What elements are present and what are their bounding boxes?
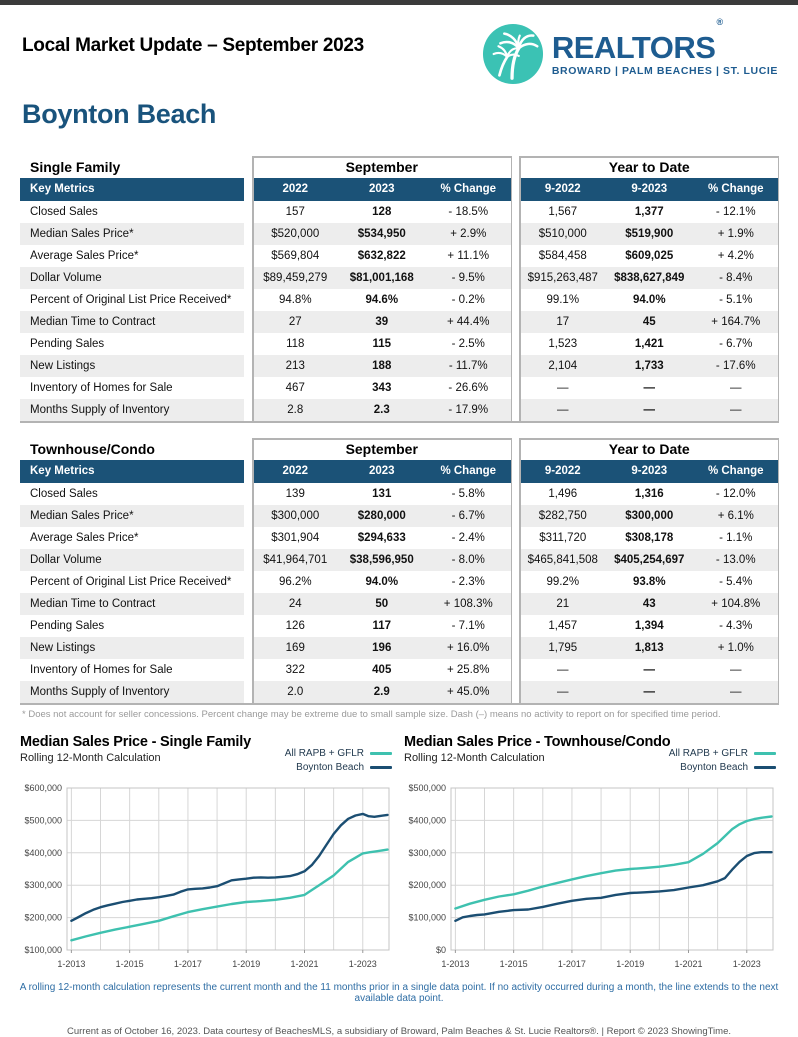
metric-value: + 16.0%	[425, 637, 512, 659]
metric-value: $609,025	[625, 250, 674, 262]
metric-value: 117	[372, 620, 392, 632]
svg-text:$400,000: $400,000	[408, 815, 446, 826]
metric-value: —	[557, 382, 569, 394]
metric-value: $280,000	[339, 505, 426, 527]
logo-tagline: BROWARD | PALM BEACHES | ST. LUCIE	[551, 64, 778, 77]
column-gap	[244, 438, 252, 460]
column-gap	[244, 377, 252, 399]
svg-text:1-2023: 1-2023	[348, 959, 377, 969]
realtors-logo	[482, 16, 778, 85]
metric-value: 94.0%	[365, 576, 399, 588]
metric-value: - 7.1%	[451, 620, 485, 632]
chart-subtitle: Rolling 12-Month Calculation	[404, 752, 545, 764]
svg-text:1-2019: 1-2019	[232, 959, 261, 969]
metric-value: 157	[285, 206, 305, 218]
chart-legend	[285, 748, 392, 773]
table-divider	[511, 438, 513, 703]
column-gap	[244, 201, 252, 223]
chart-legend	[669, 748, 776, 773]
chart-single-family	[20, 734, 394, 972]
metric-label: Average Sales Price*	[30, 250, 139, 262]
metric-value: + 11.1%	[447, 250, 490, 262]
metric-value: 1,813	[606, 637, 693, 659]
metric-value: 96.2%	[278, 576, 312, 588]
legend-line-swatch	[370, 752, 392, 755]
metric-label: Average Sales Price*	[30, 532, 139, 544]
metric-label: Months Supply of Inventory	[20, 399, 244, 421]
metric-value: 128	[372, 206, 392, 218]
metric-value: 169	[252, 637, 339, 659]
metric-value: 1,795	[520, 637, 607, 659]
metric-label: Closed Sales	[30, 488, 98, 500]
table-footnote: * Does not account for seller concessions. Percent change may be extreme due to small sample size. Dash (–) means no activity to report on for specified time period.	[22, 709, 721, 720]
column-header: 2022	[252, 178, 339, 201]
column-header: 9-2023	[606, 460, 693, 483]
table-divider	[778, 156, 780, 421]
section-title: Single Family	[30, 159, 121, 175]
metric-label: Median Sales Price*	[20, 223, 244, 245]
table-row	[20, 615, 779, 637]
metric-value: $311,720	[539, 532, 587, 544]
metric-value: 196	[339, 637, 426, 659]
metric-value: 50	[339, 593, 426, 615]
svg-text:$300,000: $300,000	[24, 880, 62, 891]
metric-value: 24	[252, 593, 339, 615]
svg-text:$500,000: $500,000	[24, 815, 62, 826]
page-title: Boynton Beach	[22, 99, 217, 129]
metric-label: Dollar Volume	[20, 549, 244, 571]
metric-value: $282,750	[520, 505, 607, 527]
column-gap	[244, 311, 252, 333]
svg-text:$200,000: $200,000	[408, 880, 446, 891]
metric-value: 99.1%	[546, 294, 580, 306]
chart-title: Median Sales Price - Townhouse/Condo	[404, 734, 671, 750]
table-divider	[511, 156, 513, 421]
table-row	[20, 659, 779, 681]
metric-value: $41,964,701	[252, 549, 339, 571]
metric-value: 39	[339, 311, 426, 333]
column-gap	[244, 156, 252, 178]
table-divider	[252, 156, 254, 421]
table-divider	[519, 438, 521, 703]
column-header-key-metrics: Key Metrics	[20, 178, 244, 201]
palm-trees-icon	[482, 23, 544, 85]
metric-value: 93.8%	[632, 576, 666, 588]
metric-label: Inventory of Homes for Sale	[30, 382, 173, 394]
metric-value: $300,000	[252, 505, 339, 527]
column-header: % Change	[425, 178, 512, 201]
group-header-ytd: Year to Date	[608, 159, 690, 175]
metric-value: $89,459,279	[252, 267, 339, 289]
line-plot	[20, 782, 394, 972]
credit-line: Current as of October 16, 2023. Data courtesy of BeachesMLS, a subsidiary of Broward, Palm Beaches & St. Lucie Realtors®. | Report © 2023 ShowingTime.	[66, 1026, 732, 1037]
metric-value: + 2.9%	[425, 223, 512, 245]
table-divider	[252, 438, 254, 703]
metric-value: $838,627,849	[606, 267, 693, 289]
metric-value: - 8.4%	[693, 267, 780, 289]
column-gap	[244, 505, 252, 527]
metric-value: - 17.9%	[425, 399, 512, 421]
metric-label: Pending Sales	[30, 338, 105, 350]
metric-value: - 12.0%	[715, 488, 756, 500]
metric-value: $569,804	[271, 250, 320, 262]
metric-value: 2.8	[252, 399, 339, 421]
metric-value: + 108.3%	[425, 593, 512, 615]
column-header: 2023	[339, 178, 426, 201]
metric-value: + 1.9%	[693, 223, 780, 245]
metric-value: + 4.2%	[717, 250, 754, 262]
metric-value: 99.2%	[546, 576, 580, 588]
metric-value: 2.9	[339, 681, 426, 703]
table-row	[20, 483, 779, 505]
svg-text:1-2015: 1-2015	[499, 959, 528, 969]
legend-line-swatch	[370, 766, 392, 769]
column-gap	[244, 245, 252, 267]
column-header: % Change	[693, 460, 780, 483]
chart-title: Median Sales Price - Single Family	[20, 734, 251, 750]
metric-value: 1,733	[606, 355, 693, 377]
metric-value: 1,377	[634, 206, 664, 218]
metric-value: + 6.1%	[693, 505, 780, 527]
metric-value: - 17.6%	[693, 355, 780, 377]
metric-value: 139	[285, 488, 305, 500]
table-divider	[20, 421, 779, 423]
column-header: % Change	[693, 178, 780, 201]
column-gap	[244, 267, 252, 289]
metric-value: $520,000	[252, 223, 339, 245]
metric-value: 1,316	[634, 488, 664, 500]
column-gap	[244, 223, 252, 245]
metric-value: $301,904	[271, 532, 320, 544]
column-header: 2022	[252, 460, 339, 483]
svg-text:$600,000: $600,000	[24, 783, 62, 793]
column-header-key-metrics: Key Metrics	[20, 460, 244, 483]
metric-value: —	[557, 664, 569, 676]
table-row	[20, 549, 779, 571]
metric-value: $632,822	[357, 250, 406, 262]
column-gap	[244, 460, 252, 483]
metric-value: 131	[372, 488, 392, 500]
metric-value: 343	[372, 382, 392, 394]
single-family-table	[20, 156, 779, 421]
metric-value: 21	[520, 593, 607, 615]
metric-value: 213	[252, 355, 339, 377]
column-header: 9-2022	[520, 178, 607, 201]
metric-value: $38,596,950	[339, 549, 426, 571]
metric-value: $294,633	[357, 532, 406, 544]
metric-value: 17	[520, 311, 607, 333]
metric-value: —	[606, 399, 693, 421]
column-gap	[244, 593, 252, 615]
metric-value: - 11.7%	[425, 355, 512, 377]
svg-text:$100,000: $100,000	[408, 912, 446, 923]
column-gap	[244, 355, 252, 377]
metric-value: $300,000	[606, 505, 693, 527]
metric-label: Median Time to Contract	[20, 593, 244, 615]
table-row	[20, 201, 779, 223]
table-row	[20, 267, 779, 289]
legend-label: All RAPB + GFLR	[284, 748, 364, 759]
metric-value: $584,458	[538, 250, 587, 262]
legend-item	[296, 762, 392, 773]
chart-townhouse-condo	[404, 734, 778, 972]
svg-text:1-2019: 1-2019	[616, 959, 645, 969]
metric-value: $308,178	[625, 532, 674, 544]
table-row	[20, 399, 779, 421]
report-header	[0, 5, 798, 85]
metric-value: —	[520, 681, 607, 703]
table-row	[20, 593, 779, 615]
metric-value: - 5.1%	[719, 294, 753, 306]
metric-value: 467	[285, 382, 305, 394]
metric-value: - 6.7%	[425, 505, 512, 527]
metric-value: + 25.8%	[446, 664, 490, 676]
metric-value: - 2.3%	[451, 576, 485, 588]
metric-value: $915,263,487	[520, 267, 607, 289]
metric-value: - 4.3%	[719, 620, 753, 632]
metric-label: New Listings	[20, 355, 244, 377]
table-divider	[519, 156, 521, 421]
svg-text:1-2023: 1-2023	[732, 959, 761, 969]
metric-label: Pending Sales	[30, 620, 105, 632]
metric-value: 115	[372, 338, 392, 350]
svg-text:1-2015: 1-2015	[115, 959, 144, 969]
group-header-september: September	[345, 159, 418, 175]
metric-value: - 8.0%	[425, 549, 512, 571]
metric-label: Percent of Original List Price Received*	[30, 294, 232, 306]
metric-value: $510,000	[520, 223, 607, 245]
svg-text:$100,000: $100,000	[24, 945, 62, 955]
chart-subtitle: Rolling 12-Month Calculation	[20, 752, 161, 764]
group-header-ytd: Year to Date	[608, 441, 690, 457]
legend-line-swatch	[754, 766, 776, 769]
metric-value: 405	[372, 664, 392, 676]
legend-label: Boynton Beach	[296, 762, 364, 773]
metric-value: —	[643, 664, 655, 676]
metric-label: Median Time to Contract	[20, 311, 244, 333]
column-gap	[244, 571, 252, 593]
legend-item	[680, 762, 776, 773]
metric-label: Dollar Volume	[20, 267, 244, 289]
svg-text:1-2013: 1-2013	[57, 959, 86, 969]
metric-label: Median Sales Price*	[20, 505, 244, 527]
metric-value: - 18.5%	[448, 206, 489, 218]
column-gap	[244, 178, 252, 201]
table-row	[20, 245, 779, 267]
metric-value: —	[693, 681, 780, 703]
svg-text:$0: $0	[435, 945, 446, 955]
legend-line-swatch	[754, 752, 776, 755]
metric-value: 27	[252, 311, 339, 333]
metric-value: - 26.6%	[448, 382, 489, 394]
table-divider	[252, 156, 511, 158]
table-row	[20, 289, 779, 311]
column-header: 2023	[339, 460, 426, 483]
section-title: Townhouse/Condo	[30, 441, 155, 457]
column-gap	[244, 289, 252, 311]
svg-text:1-2021: 1-2021	[674, 959, 703, 969]
svg-text:$400,000: $400,000	[24, 847, 62, 858]
table-row	[20, 571, 779, 593]
metric-value: + 45.0%	[425, 681, 512, 703]
legend-item	[669, 748, 776, 759]
metric-value: 1,421	[634, 338, 664, 350]
metric-label: Closed Sales	[30, 206, 98, 218]
metric-value: $405,254,697	[606, 549, 693, 571]
svg-text:$300,000: $300,000	[408, 847, 446, 858]
metric-value: - 2.5%	[451, 338, 485, 350]
metric-value: —	[730, 382, 742, 394]
metric-value: —	[520, 399, 607, 421]
metric-value: 45	[606, 311, 693, 333]
svg-text:1-2017: 1-2017	[173, 959, 202, 969]
column-gap	[244, 399, 252, 421]
column-gap	[244, 637, 252, 659]
metric-value: 2.3	[339, 399, 426, 421]
metric-value: - 12.1%	[715, 206, 756, 218]
table-row	[20, 681, 779, 703]
table-row	[20, 505, 779, 527]
column-gap	[244, 483, 252, 505]
logo-brand-text: REALTORS®	[551, 16, 723, 65]
table-divider	[20, 703, 779, 705]
metric-value: —	[730, 664, 742, 676]
metric-value: 94.6%	[365, 294, 399, 306]
metric-label: Percent of Original List Price Received*	[30, 576, 232, 588]
table-divider	[519, 438, 778, 440]
column-gap	[244, 549, 252, 571]
column-gap	[244, 527, 252, 549]
metric-value: —	[606, 681, 693, 703]
metric-value: 43	[606, 593, 693, 615]
metric-value: + 164.7%	[693, 311, 780, 333]
metric-value: $465,841,508	[520, 549, 607, 571]
metric-value: 2.0	[252, 681, 339, 703]
column-header: 9-2022	[520, 460, 607, 483]
metric-value: 1,496	[548, 488, 578, 500]
metric-value: 94.8%	[278, 294, 312, 306]
metric-value: $519,900	[606, 223, 693, 245]
metric-label: Months Supply of Inventory	[20, 681, 244, 703]
rolling-calculation-note: A rolling 12-month calculation represents the current month and the 11 months prior in a single data point. If no activity occurred during a month, the line extends to the next available data point.	[19, 982, 779, 1004]
line-plot	[404, 782, 778, 972]
column-gap	[244, 333, 252, 355]
svg-text:1-2021: 1-2021	[290, 959, 319, 969]
table-row	[20, 223, 779, 245]
column-gap	[244, 681, 252, 703]
metric-value: 1,457	[548, 620, 578, 632]
metric-value: $534,950	[339, 223, 426, 245]
metric-value: + 44.4%	[425, 311, 512, 333]
metric-value: $81,001,168	[339, 267, 426, 289]
metric-value: - 5.8%	[451, 488, 485, 500]
group-header-september: September	[345, 441, 418, 457]
column-gap	[244, 659, 252, 681]
townhouse-condo-table	[20, 438, 779, 703]
metric-value: 118	[286, 338, 305, 350]
metric-value: - 13.0%	[693, 549, 780, 571]
svg-text:$500,000: $500,000	[408, 783, 446, 793]
table-row	[20, 527, 779, 549]
metric-value: - 6.7%	[719, 338, 753, 350]
table-row	[20, 377, 779, 399]
metric-label: Inventory of Homes for Sale	[30, 664, 173, 676]
metric-value: - 9.5%	[425, 267, 512, 289]
metric-value: 126	[285, 620, 305, 632]
svg-text:$200,000: $200,000	[24, 912, 62, 923]
metric-label: New Listings	[20, 637, 244, 659]
metric-value: —	[643, 382, 655, 394]
table-row	[20, 355, 779, 377]
svg-text:1-2013: 1-2013	[441, 959, 470, 969]
metric-value: 188	[339, 355, 426, 377]
registered-mark: ®	[716, 16, 723, 27]
column-gap	[244, 615, 252, 637]
table-row	[20, 637, 779, 659]
charts-row	[20, 734, 778, 972]
metric-value: + 104.8%	[693, 593, 780, 615]
metric-value: —	[693, 399, 780, 421]
table-divider	[519, 156, 778, 158]
metric-value: 322	[285, 664, 305, 676]
column-header: % Change	[425, 460, 512, 483]
metric-value: 2,104	[520, 355, 607, 377]
table-row	[20, 333, 779, 355]
metric-value: + 1.0%	[693, 637, 780, 659]
svg-text:1-2017: 1-2017	[557, 959, 586, 969]
legend-label: Boynton Beach	[680, 762, 748, 773]
legend-item	[285, 748, 392, 759]
metric-value: - 5.4%	[719, 576, 753, 588]
metric-value: - 2.4%	[451, 532, 485, 544]
metric-value: 1,394	[634, 620, 664, 632]
metric-value: - 0.2%	[451, 294, 485, 306]
table-divider	[778, 438, 780, 703]
report-title: Local Market Update – September 2023	[22, 35, 364, 56]
metric-value: - 1.1%	[719, 532, 753, 544]
metric-value: 1,523	[548, 338, 578, 350]
metric-value: 1,567	[548, 206, 578, 218]
table-row	[20, 311, 779, 333]
table-divider	[252, 438, 511, 440]
column-header: 9-2023	[606, 178, 693, 201]
legend-label: All RAPB + GFLR	[668, 748, 748, 759]
metric-value: 94.0%	[632, 294, 666, 306]
